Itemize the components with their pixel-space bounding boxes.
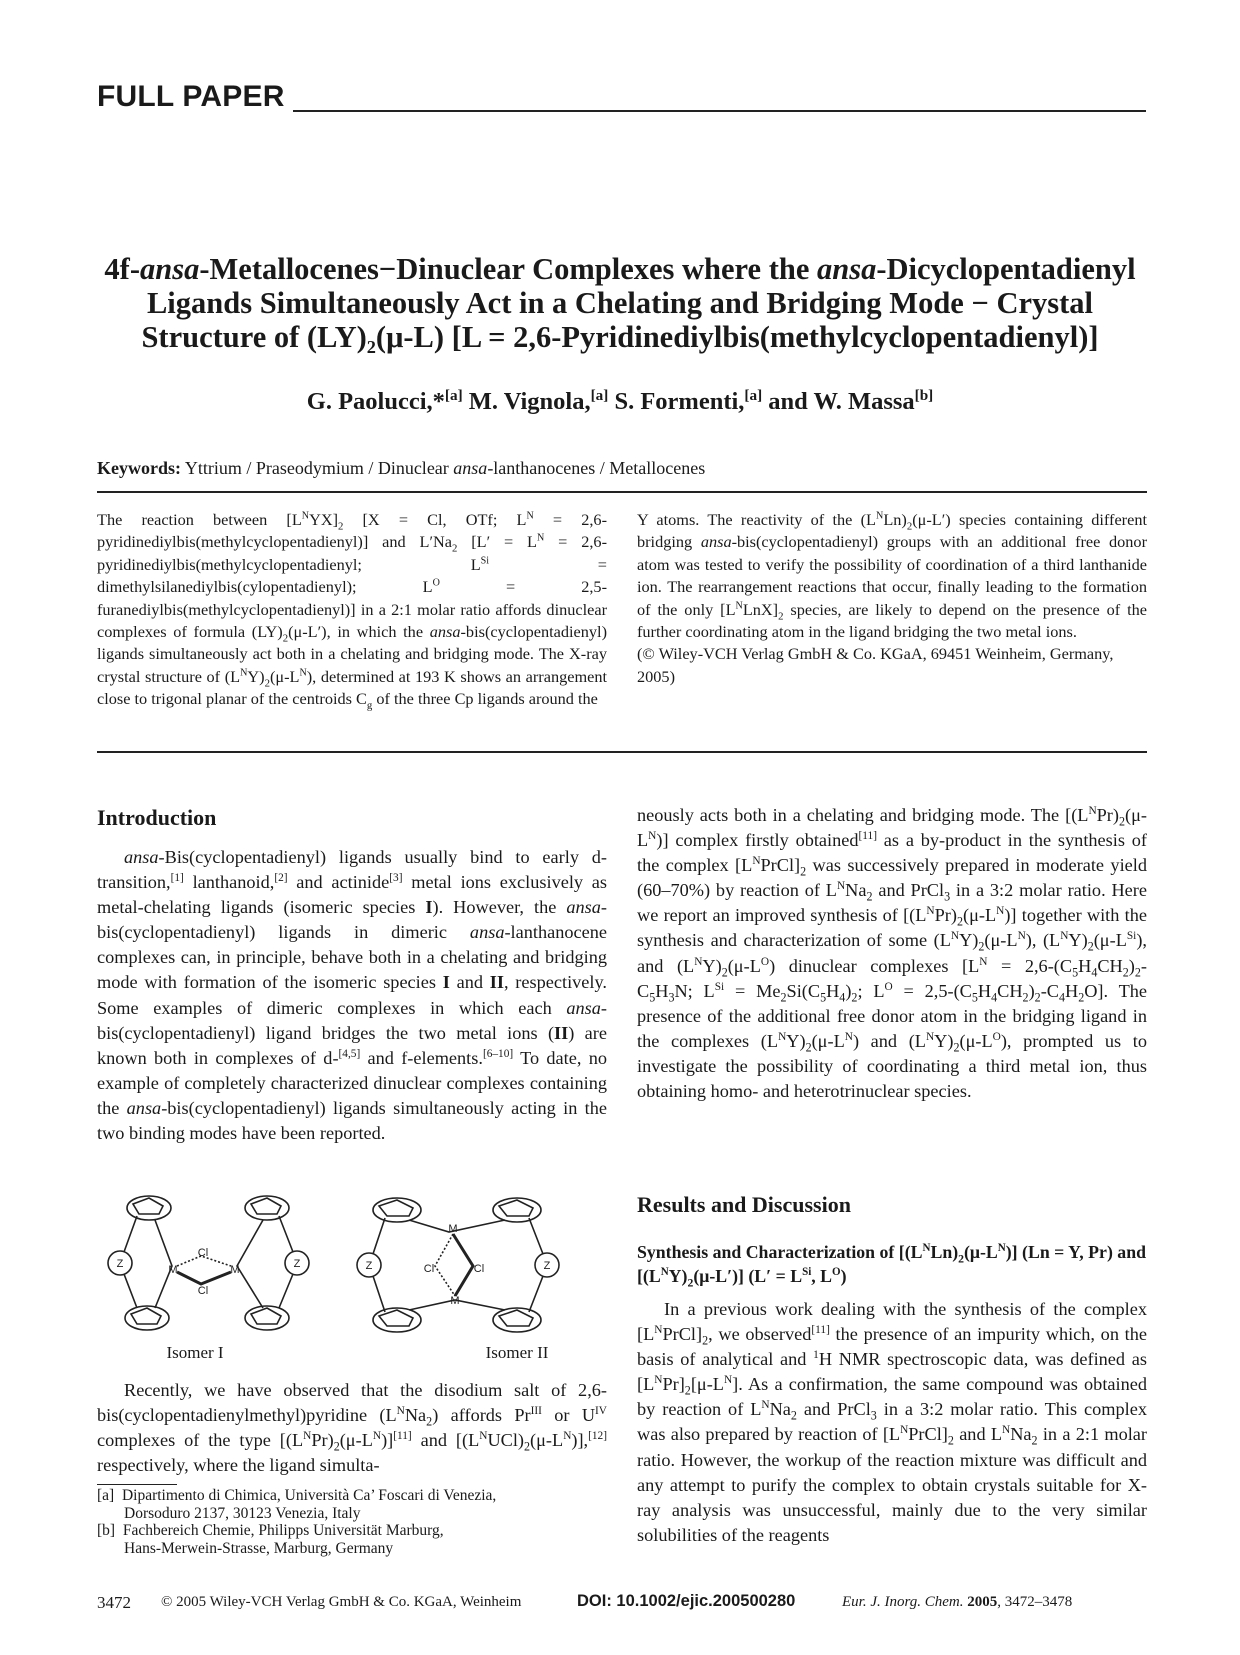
chloride-label: Cl: [197, 1285, 209, 1297]
z-label: Z: [365, 1260, 373, 1272]
z-label: Z: [543, 1260, 551, 1272]
footer-copyright: © 2005 Wiley-VCH Verlag GmbH & Co. KGaA, Weinheim: [161, 1594, 522, 1610]
introduction-paragraph-1: ansa-Bis(cyclopentadienyl) ligands usually bind to early d-transition,[1] lanthanoid,[2] and actinide[3] metal ions exclusively as metal-chelating ligands (isomeric species I). However, the ansa-bis(cyclopentadienyl) ligands in dimeric ansa-lanthanocene complexes can, in principle, behave both in a chelating and bridging mode with formation of the isomeric species I and II, respectively. Some examples of dimeric complexes in which each ansa-bis(cyclopentadienyl) ligand bridges the two metal ions (II) are known both in complexes of d-[4,5] and f-elements.[6–10] To date, no example of completely characterized dinuclear complexes containing the ansa-bis(cyclopentadienyl) ligands simultaneously acting in the two binding modes have been reported.: [97, 847, 608, 1144]
cp-ring: [373, 1198, 421, 1222]
introduction-paragraph-2: Recently, we have observed that the disodium salt of 2,6-bis(cyclopentadienylmethyl)pyridine $(L^NNa_2)$ affords $Pr^{III}$ or $U^{IV}$ complexes of the type $[(L^NPr)_2(\mu-L^N)][11]$ and $[(L^NUCl)_2(\mu-L^N)],[12]$ respectively, where the ligand simulta-: [97, 1380, 607, 1476]
chloride-label: Cl: [473, 1263, 485, 1275]
introduction-heading: Introduction: [97, 805, 217, 830]
affiliation-footnotes: [97, 1487, 617, 1557]
z-label: Z: [293, 1258, 301, 1270]
abstract-rule: [97, 751, 1147, 753]
section-label: FULL PAPER: [97, 80, 285, 113]
footnote-rule: [97, 1484, 177, 1485]
page-number: 3472: [97, 1593, 131, 1612]
keywords: Keywords: Yttrium / Praseodymium / Dinuclear ansa-lanthanocenes / Metallocenes: [97, 458, 706, 478]
title-line-1: 4f-ansa-Metallocenes−Dinuclear Complexes where the ansa-Dicyclopentadienyl: [104, 252, 1136, 286]
metal-label: M: [450, 1295, 460, 1307]
z-label: Z: [116, 1258, 124, 1270]
introduction-paragraph-3: neously acts both in a chelating and bridging mode. The $[(L^NPr)_2(\mu-L^N)]$ complex firstly obtained[11] as a by-product in the synthesis of the complex $[L^NPrCl]_2$ was successively prepared in moderate yield (60–70%) by reaction of $L^NNa_2$ and PrCl$_3$ in a 3:2 molar ratio. Here we report an improved synthesis of $[(L^NPr)_2(\mu-L^N)]$ together with the synthesis and characterization of some $(L^NY)_2(\mu-L^N)$, $(L^NY)_2(\mu-L^{Si})$, and $(L^NY)_2(\mu-L^O)$ dinuclear complexes [$L^N = 2,6-(C_5H_4CH_2)_2-C_5H_3N$; $L^{Si} = Me_2Si(C_5H_4)_2$; $L^O = 2,5-(C_5H_4CH_2)_2-C_4H_2O$]. The presence of the additional free donor atom in the bridging ligand in the complexes $(L^NY)_2(\mu-L^N)$ and $(L^NY)_2(\mu-L^O)$, prompted us to investigate the possibility of coordinating a third metal ion, thus obtaining homo- and heterotrinuclear species.: [637, 804, 1148, 1102]
keywords-rule: [97, 491, 1147, 493]
cp-ring: [373, 1308, 421, 1332]
header-rule: [293, 110, 1146, 112]
results-paragraph-1: In a previous work dealing with the synthesis of the complex $[L^NPrCl]_2$, we observed[11] the presence of an impurity which, on the basis of analytical and $^1$H NMR spectroscopic data, was defined as $[L^NPr]_2[\mu-L^N]$. As a confirmation, the same compound was obtained by reaction of $L^NNa_2$ and PrCl$_3$ in a 3:2 molar ratio. This complex was also prepared by reaction of $[L^NPrCl]_2$ and $L^NNa_2$ in a 2:1 molar ratio. However, the workup of the reaction mixture was difficult and any attempt to purify the complex to obtain crystals suitable for X-ray analysis was unsuccessful, mainly due to the very similar solubilities of the reagents: [637, 1299, 1147, 1545]
paper-title: [90, 252, 1150, 354]
abstract-copyright: (© Wiley-VCH Verlag GmbH & Co. KGaA, 69451 Weinheim, Germany, 2005): [637, 644, 1114, 686]
journal-citation: Eur. J. Inorg. Chem. 2005, 3472–3478: [842, 1594, 1073, 1610]
cp-ring: [493, 1198, 541, 1222]
cp-ring: [493, 1308, 541, 1332]
metal-label: M: [448, 1223, 458, 1235]
isomer-2-caption: Isomer II: [485, 1343, 549, 1362]
footnote-a: [a] Dipartimento di Chimica, Università Ca’ Foscari di Venezia, Dorsoduro 2137, 30123 Venezia, Italy: [97, 1487, 497, 1522]
results-heading: Results and Discussion: [637, 1192, 851, 1217]
abstract-left-column: [97, 509, 607, 711]
doi: DOI: 10.1002/ejic.200500280: [577, 1592, 796, 1610]
subsection-heading: Synthesis and Characterization of $[(L^NLn)_2(\mu-L^N)] (Ln = Y$, Pr) and $[(L^NY)_2(\mu-L')] (L' = L^{Si}$, $L^O$): [637, 1242, 1146, 1290]
title-line-3: Structure of (LY)₂(μ-L) [L = 2,6-Pyridinediylbis(methylcyclopentadienyl)]: [141, 320, 1099, 354]
title-line-2: Ligands Simultaneously Act in a Chelating and Bridging Mode − Crystal: [146, 286, 1094, 320]
isomer-scheme: [97, 1180, 607, 1365]
cp-ring: [125, 1306, 169, 1330]
metal-label: M: [230, 1264, 240, 1276]
chloride-label: Cl: [423, 1263, 435, 1275]
author-list: G. Paolucci,*[a] M. Vignola,[a] S. Formenti,[a] and W. Massa[b]: [306, 386, 934, 415]
chloride-label: Cl: [197, 1247, 209, 1259]
metal-label: M: [168, 1264, 178, 1276]
footnote-b: [b] Fachbereich Chemie, Philipps Universität Marburg, Hans-Merwein-Strasse, Marburg, Germany: [97, 1522, 444, 1557]
isomer-1-caption: Isomer I: [166, 1343, 224, 1362]
abstract-text-part1: The reaction between $[L^NYX]_2$ [X = Cl, OTf; $L^N$ = 2,6-pyridinediylbis(methylcyclopentadienyl)] and $L'Na_2$ [$L' = L^N$ = 2,6-pyridinediylbis(methylcyclopentadienyl; $L^{Si}$ = dimethylsilanediylbis(cylopentadienyl); $L^O$ = 2,5-furanediylbis(methylcyclopentadienyl)] in a 2:1 molar ratio affords dinuclear complexes of formula $(LY)_2(\mu-L')$, in which the ansa-bis(cyclopentadienyl) ligands simultaneously act both in a chelating and bridging mode. The X-ray crystal structure of $(L^NY)_2(\mu-L^N)$, determined at 193 K shows an arrangement close to trigonal planar of the centroids $C_g$ of the three Cp ligands around the: [97, 510, 608, 712]
cp-ring: [245, 1196, 289, 1220]
abstract-right-column: [637, 509, 1147, 688]
cp-ring: [245, 1306, 289, 1330]
cp-ring: [127, 1196, 171, 1220]
abstract-text-part2: Y atoms. The reactivity of the $(L^NLn)_2(\mu-L')$ species containing different bridging ansa-bis(cyclopentadienyl) groups with an additional free donor atom was tested to verify the possibility of coordination of a third lanthanide ion. The rearrangement reactions that occur, finally leading to the formation of the only $[L^NLnX]_2$ species, are likely to depend on the presence of the further coordinating atom in the ligand bridging the two metal ions.: [637, 510, 1147, 642]
